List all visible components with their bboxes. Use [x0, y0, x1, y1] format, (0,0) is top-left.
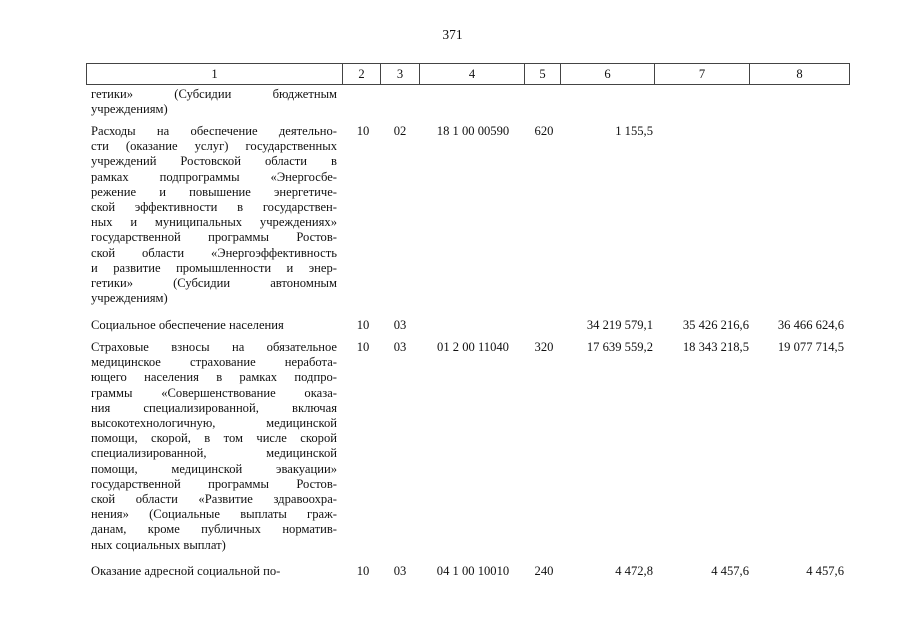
desc-line: высокотехнологичную, медицинской	[91, 416, 337, 431]
section-code: 10	[356, 318, 370, 332]
subsection-code: 03	[393, 564, 407, 578]
desc-line: ской области «Энергоэффективность	[91, 245, 337, 260]
desc-line: Социальное обеспечение населения	[91, 318, 284, 332]
amount-col-7: 4 457,6	[711, 564, 749, 578]
desc-line: ния специализированной, включая	[91, 400, 337, 415]
amount-col-6: 17 639 559,2	[586, 340, 653, 354]
row-description	[91, 87, 337, 117]
desc-line: сти (оказание услуг) государственных	[91, 139, 337, 154]
header-col-8: 8	[749, 63, 850, 85]
desc-line: Страховые взносы на обязательное	[91, 340, 337, 354]
header-col-2: 2	[342, 63, 380, 85]
desc-line: специализированной, медицинской	[91, 446, 337, 461]
desc-line: помощи, медицинской эвакуации»	[91, 461, 337, 476]
header-col-7: 7	[654, 63, 749, 85]
desc-line: Расходы на обеспечение деятельно-	[91, 124, 337, 138]
desc-line: ской области «Развитие здравоохра-	[91, 492, 337, 507]
amount-col-8: 19 077 714,5	[777, 340, 844, 354]
desc-line: гетики» (Субсидии бюджетным	[91, 87, 337, 101]
desc-line: Оказание адресной социальной по-	[91, 564, 281, 578]
desc-line: помощи, скорой, в том числе скорой	[91, 431, 337, 446]
header-col-5: 5	[524, 63, 560, 85]
row-description	[91, 318, 337, 333]
desc-line: ющего населения в рамках подпро-	[91, 370, 337, 385]
header-col-1: 1	[86, 63, 342, 85]
row-description	[91, 340, 337, 553]
target-article-code: 01 2 00 11040	[437, 340, 509, 354]
desc-line: ской эффективности в государствен-	[91, 200, 337, 215]
desc-line: учреждениям)	[91, 102, 168, 117]
row-description	[91, 564, 337, 579]
expense-type-code: 620	[534, 124, 554, 138]
row-description	[91, 124, 337, 306]
desc-line: медицинское страхование неработа-	[91, 355, 337, 370]
desc-line: учреждениям)	[91, 291, 168, 306]
target-article-code: 04 1 00 10010	[436, 564, 510, 578]
subsection-code: 02	[393, 124, 407, 138]
page-number: 371	[442, 27, 463, 42]
amount-col-6: 34 219 579,1	[586, 318, 653, 332]
desc-line: ных социальных выплат)	[91, 537, 226, 552]
subsection-code: 03	[393, 318, 407, 332]
desc-line: и развитие промышленности и энер-	[91, 260, 337, 275]
table-header	[86, 63, 850, 85]
section-code: 10	[356, 124, 370, 138]
section-code: 10	[356, 340, 370, 354]
desc-line: режение и повышение энергетиче-	[91, 184, 337, 199]
desc-line: данам, кроме публичных норматив-	[91, 522, 337, 537]
desc-line: рамках подпрограммы «Энергосбе-	[91, 169, 337, 184]
desc-line: гетики» (Субсидии автономным	[91, 276, 337, 291]
desc-line: учреждений Ростовской области в	[91, 154, 337, 169]
desc-line: граммы «Совершенствование оказа-	[91, 385, 337, 400]
amount-col-6: 4 472,8	[615, 564, 653, 578]
amount-col-7: 35 426 216,6	[682, 318, 749, 332]
desc-line: нения» (Социальные выплаты граж-	[91, 507, 337, 522]
header-col-6: 6	[560, 63, 654, 85]
subsection-code: 03	[393, 340, 407, 354]
section-code: 10	[356, 564, 370, 578]
amount-col-6: 1 155,5	[615, 124, 653, 138]
target-article-code: 18 1 00 00590	[436, 124, 510, 138]
desc-line: государственной программы Ростов-	[91, 230, 337, 245]
amount-col-7: 18 343 218,5	[682, 340, 749, 354]
amount-col-8: 4 457,6	[806, 564, 844, 578]
header-col-4: 4	[419, 63, 524, 85]
desc-line: государственной программы Ростов-	[91, 476, 337, 491]
amount-col-8: 36 466 624,6	[777, 318, 844, 332]
expense-type-code: 320	[534, 340, 554, 354]
header-col-3: 3	[380, 63, 419, 85]
desc-line: ных и муниципальных учреждениях»	[91, 215, 337, 230]
expense-type-code: 240	[534, 564, 554, 578]
